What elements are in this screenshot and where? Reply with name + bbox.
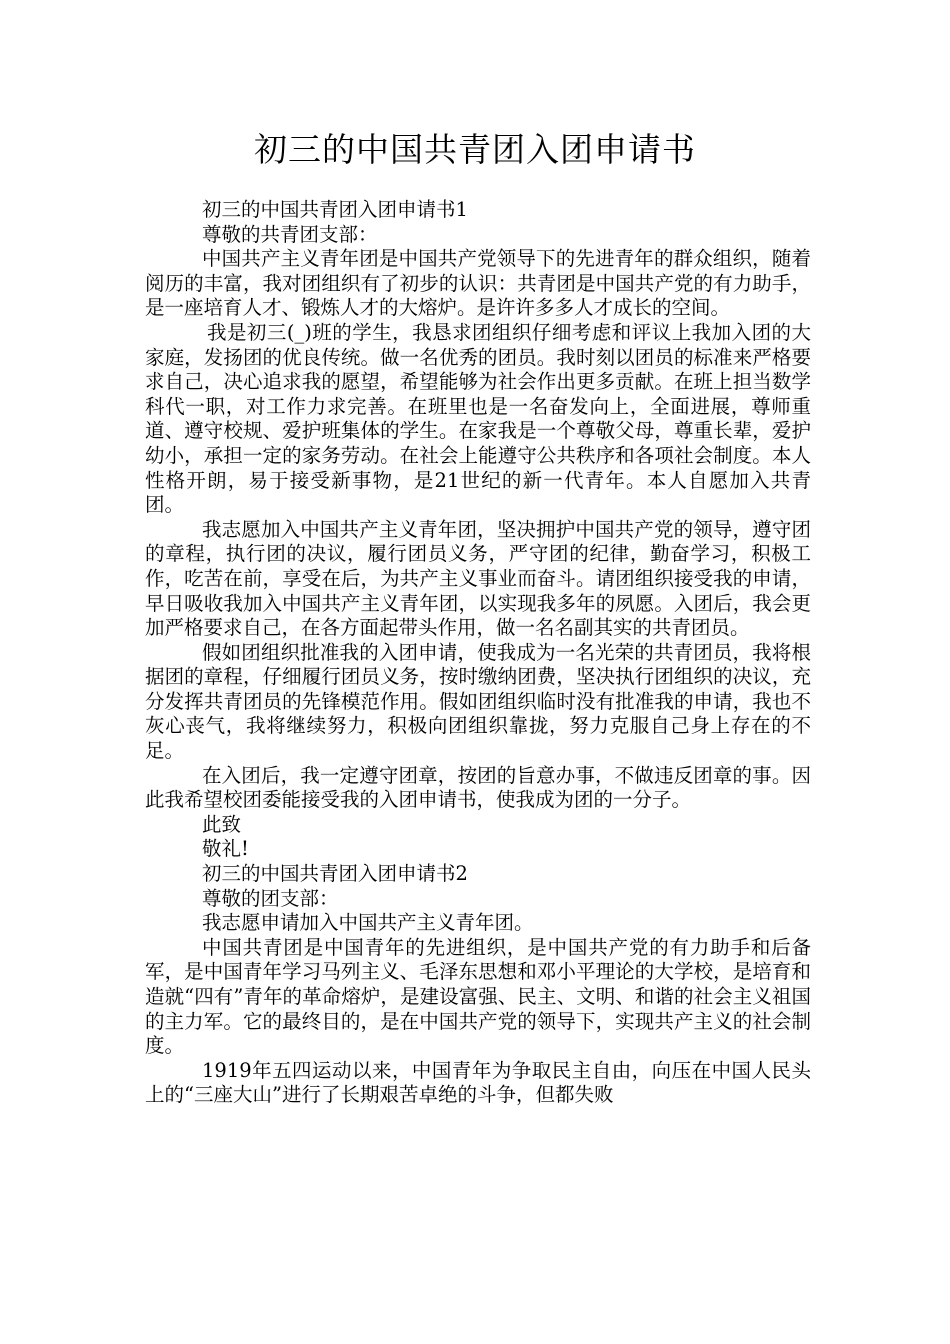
paragraph-regards: 敬礼! [202, 837, 249, 861]
paragraph: 假如团组织批准我的入团申请，使我成为一名光荣的共青团员，我将根据团的章程，仔细履行团员义务，按时缴纳团费，坚决执行团组织的决议，充分发挥共青团员的先锋模范作用。假如团组织临时没有批准我的申请，我也不灰心丧气，我将继续努力，积极向团组织靠拢，努力克服自己身上存在的不足。 [145, 640, 811, 763]
paragraph: 在入团后，我一定遵守团章，按团的旨意办事，不做违反团章的事。因此我希望校团委能接受我的入团申请书，使我成为团的一分子。 [145, 763, 811, 812]
paragraph: 我志愿申请加入中国共产主义青年团。 [202, 911, 534, 935]
paragraph-salutation-2: 尊敬的团支部： [202, 886, 339, 910]
paragraph: 中国共产主义青年团是中国共产党领导下的先进青年的群众组织，随着阅历的丰富，我对团组织有了初步的认识：共青团是中国共产党的有力助手，是一座培育人才、锻炼人才的大熔炉。是许许多多人才成长的空间。 [145, 247, 811, 320]
paragraph: 中国共青团是中国青年的先进组织，是中国共产党的有力助手和后备军，是中国青年学习马列主义、毛泽东思想和邓小平理论的大学校，是培育和造就“四有”青年的革命熔炉，是建设富强、民主、文明、和谐的社会主义祖国的主力军。它的最终目的，是在中国共产党的领导下，实现共产主义的社会制度。 [145, 935, 811, 1058]
document-title: 初三的中国共青团入团申请书 [254, 130, 696, 169]
document-body [145, 198, 811, 1108]
paragraph: 1919年五四运动以来，中国青年为争取民主自由，向压在中国人民头上的“三座大山”进行了长期艰苦卓绝的斗争，但都失败 [145, 1058, 811, 1107]
paragraph: 我志愿加入中国共产主义青年团，坚决拥护中国共产党的领导，遵守团的章程，执行团的决议，履行团员义务，严守团的纪律，勤奋学习，积极工作，吃苦在前，享受在后，为共产主义事业而奋斗。请团组织接受我的申请，早日吸收我加入中国共产主义青年团，以实现我多年的夙愿。入团后，我会更加严格要求自己，在各方面起带头作用，做一名名副其实的共青团员。 [145, 517, 811, 640]
paragraph-closing: 此致 [202, 812, 242, 836]
paragraph-salutation-1: 尊敬的共青团支部： [202, 222, 378, 246]
paragraph: 我是初三(_)班的学生，我恳求团组织仔细考虑和评议上我加入团的大家庭，发扬团的优良传统。做一名优秀的团员。我时刻以团员的标准来严格要求自己，决心追求我的愿望，希望能够为社会作出更多贡献。在班上担当数学科代一职，对工作力求完善。在班里也是一名奋发向上，全面进展，尊师重道、遵守校规、爱护班集体的学生。在家我是一个尊敬父母，尊重长辈，爱护幼小，承担一定的家务劳动。在社会上能遵守公共秩序和各项社会制度。本人性格开朗，易于接受新事物，是21世纪的新一代青年。本人自愿加入共青团。 [145, 320, 811, 517]
paragraph-heading-2: 初三的中国共青团入团申请书2 [202, 862, 468, 886]
paragraph-heading-1: 初三的中国共青团入团申请书1 [202, 198, 468, 221]
